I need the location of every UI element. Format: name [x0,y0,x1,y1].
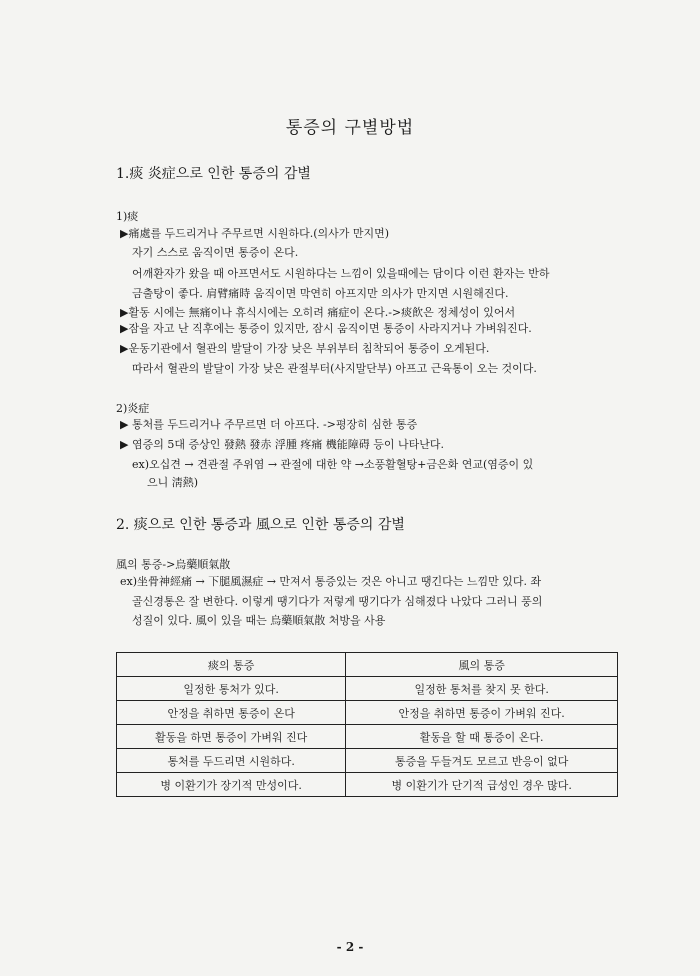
body-line: ▶痛處를 두드리거나 주무르면 시원하다.(의사가 만지면) [120,227,390,240]
body-line: ▶운동기관에서 혈관의 발달이 가장 낮은 부위부터 침착되어 통증이 오게된다. [120,342,490,355]
page-title: 통증의 구별방법 [285,118,415,138]
body-line: ex)오십견 → 견관절 주위염 → 관절에 대한 약 →소풍활혈탕+금은화 연교(염증이 있 [132,458,534,471]
table-header-cell: 痰의 통증 [117,653,346,677]
table-cell: 활동을 할 때 통증이 온다. [346,725,618,749]
table-cell: 일정한 통처가 있다. [117,677,346,701]
table-row [117,773,618,797]
section1-sub2-label: 2)炎症 [116,402,150,415]
table-row [117,725,618,749]
table-cell: 통처를 두드리면 시원하다. [117,749,346,773]
table-header-cell: 風의 통증 [346,653,618,677]
body-line: 성질이 있다. 風이 있을 때는 烏藥順氣散 처방을 사용 [132,614,386,627]
body-line: 골신경통은 잘 변한다. 이렇게 땡기다가 저렇게 땡기다가 심해졌다 나았다 그러니 풍의 [132,595,543,608]
body-line: ▶ 통처를 두드리거나 주무르면 더 아프다. ->평장히 심한 통증 [120,418,418,431]
body-line: 따라서 혈관의 발달이 가장 낮은 관절부터(사지말단부) 아프고 근육통이 오는 것이다. [132,362,537,375]
table-cell: 안정을 취하면 통증이 가벼워 진다. [346,701,618,725]
body-line: 風의 통증->烏藥順氣散 [116,558,231,571]
section2-heading: 2. 痰으로 인한 통증과 風으로 인한 통증의 감별 [116,517,405,533]
table-row [117,677,618,701]
table-row [117,749,618,773]
page-number: - 2 - [336,940,364,954]
body-line: 금출탕이 좋다. 肩臂痛時 움직이면 막연히 아프지만 의사가 만지면 시원해진다. [132,287,509,300]
table-cell: 활동을 하면 통증이 가벼워 진다 [117,725,346,749]
table-row [117,701,618,725]
body-line: 자기 스스로 움직이면 통증이 온다. [132,246,299,259]
table-header-row [117,653,618,677]
table-cell: 안정을 취하면 통증이 온다 [117,701,346,725]
table-cell: 일정한 통처를 찾지 못 한다. [346,677,618,701]
body-line: 으니 淸熱) [147,476,199,489]
body-line: ▶ 염증의 5대 증상인 發熱 發赤 浮腫 疼痛 機能障碍 등이 나타난다. [120,438,445,451]
section1-sub1-label: 1)痰 [116,210,139,223]
body-line: 어깨환자가 왔을 때 아프면서도 시원하다는 느낌이 있을때에는 담이다 이런 환자는 반하 [132,267,550,280]
comparison-table [116,652,618,797]
body-line: ▶활동 시에는 無痛이나 휴식시에는 오히려 痛症이 온다.->痰飮은 정체성이 있어서 [120,306,516,319]
body-line: ex)坐骨神經痛 → 下腿風濕症 → 만져서 통증있는 것은 아니고 땡긴다는 느낌만 있다. 좌 [120,575,542,588]
table-cell: 병 이환기가 단기적 급성인 경우 많다. [346,773,618,797]
table-cell: 병 이환기가 장기적 만성이다. [117,773,346,797]
body-line: ▶잠을 자고 난 직후에는 통증이 있지만, 잠시 움직이면 통증이 사라지거나 가벼워진다. [120,322,532,335]
section1-heading: 1.痰 炎症으로 인한 통증의 감별 [116,166,311,182]
table-cell: 통증을 두들겨도 모르고 반응이 없다 [346,749,618,773]
